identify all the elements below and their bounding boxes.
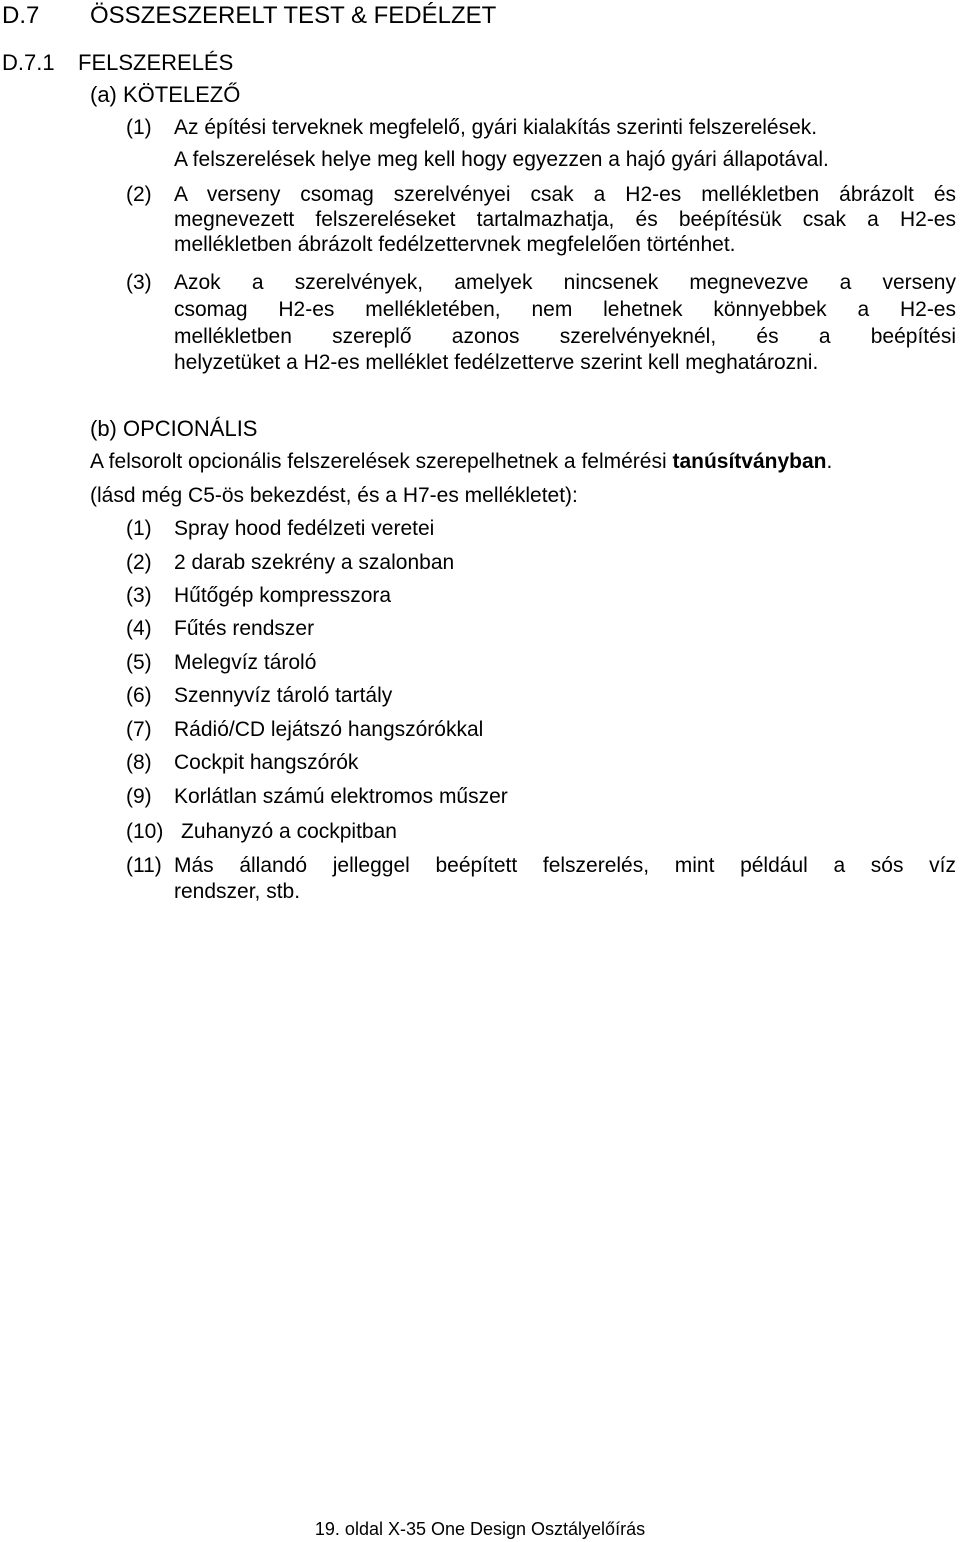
item-line: csomag H2-es mellékletében, nem lehetnek könnyebbek a H2-es — [174, 298, 956, 321]
list-item-text: Melegvíz tároló — [174, 651, 317, 674]
list-item-number: (6) — [126, 684, 152, 707]
subsection-title: FELSZERELÉS — [78, 50, 234, 75]
list-item — [126, 618, 956, 642]
list-item — [126, 518, 956, 542]
section-title: ÖSSZESZERELT TEST & FEDÉLZET — [90, 2, 497, 29]
subsection-number: D.7.1 — [2, 50, 55, 75]
list-item-line: rendszer, stb. — [174, 880, 301, 903]
list-item-number: (2) — [126, 551, 152, 574]
part-a-heading: (a) KÖTELEZŐ — [90, 82, 241, 107]
list-item — [126, 752, 956, 776]
list-item-text: Spray hood fedélzeti veretei — [174, 517, 435, 540]
list-item — [126, 821, 956, 845]
item-line: Azok a szerelvények, amelyek nincsenek megnevezve a verseny — [174, 271, 956, 294]
list-item-number: (10) — [126, 820, 164, 843]
part-b-reference: (lásd még C5-ös bekezdést, és a H7-es mellékletet): — [90, 484, 578, 507]
list-item — [126, 786, 956, 810]
list-item-number: (3) — [126, 584, 152, 607]
list-item — [126, 552, 956, 576]
item-line: A verseny csomag szerelvényei csak a H2-es mellékletben ábrázolt és — [174, 183, 956, 206]
list-item-text: 2 darab szekrény a szalonban — [174, 551, 455, 574]
item-number: (1) — [126, 116, 152, 139]
item-line: A felszerelések helye meg kell hogy egyezzen a hajó gyári állapotával. — [174, 148, 829, 171]
item-number: (2) — [126, 183, 152, 206]
part-b-intro-suffix: . — [826, 450, 833, 473]
item-line: Az építési terveknek megfelelő, gyári kialakítás szerinti felszerelések. — [174, 116, 818, 139]
list-item-number: (5) — [126, 651, 152, 674]
list-item-number: (8) — [126, 751, 152, 774]
list-item-line: Más állandó jelleggel beépített felszerelés, mint például a sós víz — [174, 854, 956, 877]
part-b-intro — [90, 451, 832, 472]
list-item-text: Szennyvíz tároló tartály — [174, 684, 393, 707]
item-line: mellékletben ábrázolt fedélzettervnek megfelelően történhet. — [174, 233, 736, 256]
page-footer: 19. oldal X-35 One Design Osztályelőírás — [314, 1519, 646, 1539]
part-b-heading: (b) OPCIONÁLIS — [90, 416, 258, 441]
part-b-intro-text: A felsorolt opcionális felszerelések szerepelhetnek a felmérési — [90, 450, 673, 473]
list-item — [126, 585, 956, 609]
list-item-number: (1) — [126, 517, 152, 540]
list-item-text: Cockpit hangszórók — [174, 751, 359, 774]
part-b-intro-bold: tanúsítványban — [672, 450, 827, 473]
list-item-text: Rádió/CD lejátszó hangszórókkal — [174, 718, 484, 741]
section-number: D.7 — [2, 2, 40, 29]
item-line: megnevezett felszereléseket tartalmazhatja, és beépítésük csak a H2-es — [174, 208, 956, 231]
list-item-number: (9) — [126, 785, 152, 808]
list-item-number: (11) — [126, 854, 162, 877]
list-item — [126, 685, 956, 709]
list-item-number: (4) — [126, 617, 152, 640]
list-item — [126, 652, 956, 676]
item-number: (3) — [126, 271, 152, 294]
list-item-text: Hűtőgép kompresszora — [174, 584, 392, 607]
list-item-text: Fűtés rendszer — [174, 617, 315, 640]
list-item-text: Zuhanyzó a cockpitban — [181, 820, 397, 843]
list-item-number: (7) — [126, 718, 152, 741]
list-item — [126, 719, 956, 743]
item-line: helyzetüket a H2-es melléklet fedélzetterve szerint kell meghatározni. — [174, 351, 819, 374]
item-line: mellékletben szereplő azonos szerelvényeknél, és a beépítési — [174, 325, 956, 348]
list-item-text: Korlátlan számú elektromos műszer — [174, 785, 508, 808]
